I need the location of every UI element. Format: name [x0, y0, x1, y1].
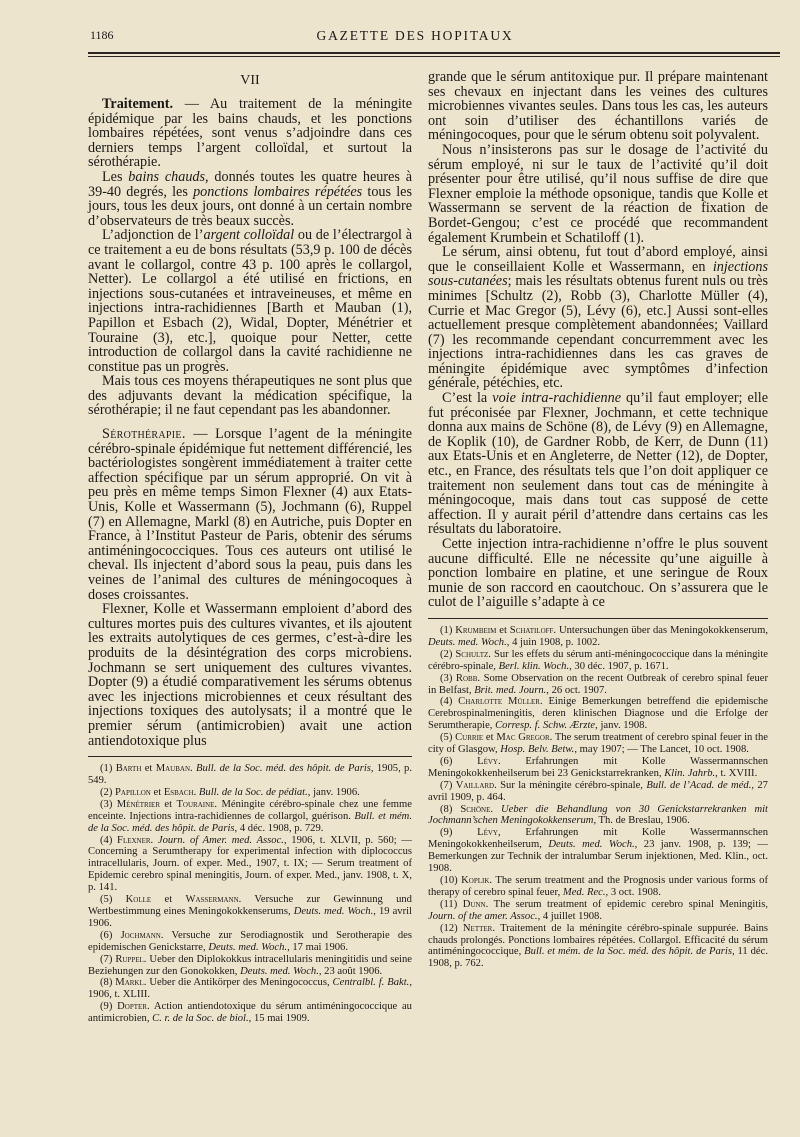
italic-term: bains chauds — [128, 168, 206, 185]
footnote-text: . — [485, 898, 494, 910]
footnote-number: (11) — [440, 898, 463, 910]
footnote-source: Deuts. med. Woch. — [428, 636, 507, 648]
left-column — [88, 70, 412, 1025]
paragraph-collargol — [88, 228, 412, 374]
footnote-number: (9) — [100, 1001, 118, 1013]
footnote-text: , may 1907; — The Lancet, 10 oct. 1908. — [574, 744, 749, 756]
footnote-source: Bull. et mém. de la Soc. méd. des hôpit. de Paris — [88, 810, 412, 834]
footnote-text: , 15 mai 1909. — [248, 1013, 310, 1025]
footnote-number: (6) — [100, 929, 121, 941]
footnote-text: , janv. 1908. — [595, 720, 648, 732]
footnote-number: (5) — [440, 732, 456, 744]
footnote-text: , 11 déc. 1908, p. 762. — [428, 946, 768, 970]
footnote — [88, 1001, 412, 1025]
footnote-source: Journ. of Amer. med. Assoc. — [157, 834, 284, 846]
footnote — [88, 835, 412, 895]
footnote-number: (2) — [440, 648, 456, 660]
footnote-number: (4) — [440, 696, 459, 708]
footnote-text: . — [143, 953, 150, 965]
header-rule — [88, 52, 780, 54]
footnote-author: Netter — [462, 922, 493, 934]
footnote-text: et — [150, 786, 164, 798]
footnote-text: . — [497, 755, 526, 767]
footnote-text: . — [477, 672, 484, 684]
footnote-source: Centralbl. f. Bakt. — [332, 977, 410, 989]
footnote-text: . — [146, 1001, 154, 1013]
text-fragment: Les — [102, 168, 129, 185]
italic-term: injections sous-cutanées — [428, 258, 768, 290]
footnote-source: Deuts. med. Woch. — [240, 965, 319, 977]
footnote-text: . — [494, 779, 501, 791]
footnote-author: Koplik — [461, 875, 490, 886]
footnote-text: . — [150, 834, 158, 846]
footnote-author: Jochmann — [120, 929, 161, 941]
footnote-author: Mauban — [155, 763, 191, 775]
text-fragment: Le sérum, ainsi obtenu, fut tout d’abord employé, ainsi que le conseillaient Kolle et Wassermann, en — [428, 244, 768, 275]
footnote-author: Krumbeim — [455, 624, 497, 636]
footnote-source: Corresp. f. Schw. Ærzte — [495, 720, 596, 732]
footnote-number: (1) — [440, 624, 456, 636]
footnote-text: , t. XVIII. — [715, 767, 758, 779]
footnote — [88, 954, 412, 978]
footnote-text: . Untersuchungen über das Meningokokkenserum, — [553, 624, 768, 636]
footnote — [428, 732, 768, 756]
footnote-source: Deuts. med. Woch. — [208, 941, 288, 953]
footnote-text: . Versuche zur Gewinnung und Wertbestimmung eines Meningokokkenserums, — [88, 894, 412, 917]
footnote-text: Ueber die Antikörper des Meningococcus, — [149, 977, 333, 989]
footnote-text: . Méningite cérébro-spinale chez une femme enceinte. Injections intra-rachidiennes de collargol, guérison. — [88, 798, 412, 822]
footnote-text: Sur la méningite cérébro-spinale, — [500, 779, 647, 791]
footnote-source: Klin. Jahrb. — [664, 767, 716, 779]
footnote-number: (9) — [440, 827, 478, 839]
footnote-text: et — [151, 894, 186, 906]
paragraph-flexner: Flexner, Kolle et Wassermann emploient d’abord des cultures mortes puis des cultures vivantes, et ils ajoutent les extraits autolytiques de ces germes, c’est-à-dire les produits de la désintégration des corps microbiens. Jochmann se sert uniquement des cultures vivantes. Dopter (9) a étudié comparativement les sérums obtenus avec les injections microbiennes et ceux résultant des injections toxiques des autolysats; il a montré que le premier sérum (antimicrobien) avait une action antiendotoxique plus — [88, 601, 412, 749]
paragraph-injection: Cette injection intra-rachidienne n’offre le plus souvent aucune difficulté. Elle ne nécessite qu’une aiguille à ponction lombaire en platine, et une seringue de Roux munie de son raccord en caoutchouc. On s’assurera que le culot de l’aiguille s’adapte à ce — [428, 536, 768, 611]
header-rule-thin — [88, 56, 780, 57]
footnote-number: (3) — [100, 798, 117, 810]
text-fragment: qu’il faut employer; elle fut préconisée par Flexner, Jochmann, et cette technique donna aux mains de Schöne (8), de Lévy (9) en Allemagne, de Koplik (10), de Gardner Robb, de Kerr, de Dunn (11) aux Etats-Unis et en Angleterre, de Netter (12), de Dopter, etc., en France, des résultats tels que l’on doit appliquer ce traitement non seulement dans tout cas de méningite à méningocoque, mais dans tout cas supposé de cette affection. Il y aurait péril d’attendre dans certains cas les résultats du laboratoire. — [428, 390, 768, 538]
footnote-text: et — [483, 732, 497, 744]
footnote-text: , 3 oct. 1908. — [605, 886, 661, 898]
paragraph-dosage: Nous n’insisterons pas sur le dosage de l’activité du sérum employé, ni sur le taux de l’activité qu’il doit présenter pour être utilisé, qu’il nous suffise de dire que Flexner emploie la méthode opsonique, tandis que Kolle et Wassermann se servent de la réaction de fixation de Bordet-Gengou; c’est ce procédé que recommandent également Krumbein et Schatiloff (1). — [428, 141, 768, 246]
footnote-text: , 27 avril 1909, p. 464. — [428, 779, 768, 803]
footnote-text: , 4 juin 1908, p. 1002. — [506, 636, 601, 648]
paragraph-continuation: grande que le sérum antitoxique pur. Il prépare maintenant ses chevaux en injectant dans les veines des cultures microbiennes vivantes seules. Dans tous les cas, les auteurs ont soin d’utiliser des échantillons variés de méningocoques, pour que le sérum obtenu soit polyvalent. — [428, 69, 768, 144]
footnote — [428, 649, 768, 673]
footnote-text: . — [143, 977, 150, 989]
footnote-text: Einige Bemerkungen betreffend die epidemische Cerebrospinalmeningitis, deren klinischen Diagnose und die Erfolge der Serumtherapie, — [428, 696, 768, 732]
paragraph-voie-intra-rachidienne — [428, 391, 768, 537]
footnote-text: . — [160, 929, 172, 941]
footnote-text: , 4 juillet 1908. — [537, 910, 603, 922]
footnote-number: (8) — [440, 803, 461, 815]
footnote-text: . — [539, 696, 549, 708]
footnote-author: Dopter — [117, 1001, 147, 1013]
footnote-text: Erfahrungen mit Kolle Wassermannschen Meningokokkenheilserum bei 23 Genickstarrekranken, — [428, 755, 769, 779]
section-number: VII — [240, 73, 260, 88]
paragraph-text: — Lorsque l’agent de la méningite cérébro-spinale épidémique fut nettement différencié, les bactériologistes songèrent immédiatement à traiter cette affection spécifique par un sérum approprié. On vit à peu près en même temps Simon Flexner (4) aux Etats-Unis, Kolle et Wassermann (5), Jochmann (6), Ruppel (7) en Allemagne, Markl (8) en Autriche, puis Dopter en France, à l’Institut Pasteur de Paris, obtenir des sérums antiméningococciques. Tous ces auteurs ont utilisé le cheval. Ils injectent d’abord sous la peau, puis dans les veines de l’animal des cultures de méningocoques à doses croissantes. — [88, 426, 412, 603]
footnote-text: et — [496, 624, 510, 636]
footnote-source: Berl. klin. Woch. — [498, 660, 570, 672]
right-column — [428, 70, 768, 970]
footnote-number: (12) — [440, 922, 463, 934]
footnote — [428, 899, 768, 923]
footnote-text: , 1905, p. 549. — [88, 763, 412, 787]
footnote-text: , Th. de Breslau, 1906. — [593, 815, 690, 827]
page-number: 1186 — [90, 28, 114, 42]
footnote-number: (6) — [440, 755, 478, 767]
footnote — [88, 894, 412, 930]
footnote — [428, 756, 768, 780]
footnote-text: Traitement de la méningite cérébro-spinale suppurée. Bains chauds prolongés. Ponctions lombaires répétées. Collargol. Efficacité du sérum antiméningococcique, — [428, 922, 768, 958]
footnote-number: (2) — [100, 786, 116, 798]
text-fragment: tous les jours, tous les deux jours, ont donné à un certain nombre d’observateurs de très beaux succès. — [88, 183, 413, 229]
footnote-text: , 23 janv. 1908, p. 139; — Bemerkungen zur Technik der intralumbar Serum injektionen, Med. Klin., oct. 1908. — [428, 839, 768, 875]
footnote-text: . — [190, 763, 196, 775]
footnote — [428, 625, 768, 649]
footnote-text: , janv. 1906. — [307, 786, 360, 798]
footnote-author: Lévy — [477, 755, 498, 767]
footnote-text: . — [488, 648, 494, 660]
footnote-source: Bull. et mém. de la Soc. méd. des hôpit. de Paris — [524, 946, 732, 958]
footnote-text: , 1906, t. XLVII, p. 560; — Concerning a Serumtherapy for experimental infection with diplococcus intracellularis, Journ. of exper. Med., 1907, t. IX; — Serum treatment of Epidemic cerebro spinal meningitis, Journ. of exper. Med., janv. 1908, t. X, p. 141. — [88, 834, 412, 894]
footnote-number: (5) — [100, 894, 126, 906]
footnote — [428, 875, 768, 899]
footnote-source: Bull. de l’Acad. de méd. — [646, 779, 752, 791]
footnote-source: Deuts. med. Woch. — [293, 906, 374, 917]
footnote-text: et — [141, 763, 156, 775]
paragraph-bains — [88, 170, 412, 228]
footnote-author: Ruppel — [115, 953, 144, 965]
footnote-text: , — [497, 827, 526, 839]
footnote-text: , 26 oct. 1907. — [546, 684, 607, 696]
footnote-author: Markl — [115, 977, 144, 989]
footnote — [88, 977, 412, 1001]
footnote-author: Charlotte Müller — [458, 696, 540, 708]
footnote-rule — [428, 618, 768, 619]
footnotes-left — [88, 763, 412, 1025]
text-fragment: , donnés toutes les quatre heures à 39-40 degrés, les — [88, 168, 413, 200]
footnote-text: . — [490, 803, 501, 815]
footnote — [88, 787, 412, 799]
footnote — [88, 763, 412, 787]
footnote-author: Lévy — [477, 827, 498, 839]
footnote-author: Robb — [455, 672, 478, 684]
footnote-number: (4) — [100, 834, 118, 846]
footnote-author: Papillon — [115, 786, 151, 798]
footnote — [428, 827, 768, 875]
footnote-text: Versuche zur Serodiagnostik und Serotherapie des epidemischen Genickstarre, — [88, 929, 412, 953]
footnote-number: (10) — [440, 875, 462, 886]
runin-heading-traitement: Traitement. — [102, 96, 174, 112]
footnote-source: Ueber die Behandlung von 30 Genickstarrekranken mit Jochmann’schen Meningokokkenserum — [428, 803, 768, 827]
footnote-text: , 19 avril 1906. — [88, 906, 412, 929]
footnote-text: , 4 déc. 1908, p. 729. — [234, 822, 324, 834]
footnote-author: Mac Gregor — [496, 732, 550, 744]
paragraph-traitement — [88, 97, 412, 170]
paragraph-serotherapie — [88, 427, 412, 602]
footnote-text: . — [492, 922, 501, 934]
footnote-source: C. r. de la Soc. de biol. — [152, 1013, 249, 1025]
footnote-text: . — [193, 786, 199, 798]
footnote — [428, 780, 768, 804]
footnote-number: (7) — [100, 953, 116, 965]
footnote-source: Journ. of the amer. Assoc. — [428, 910, 538, 922]
footnote-text: Some Observation on the recent Outbreak of cerebro spinal feuer in Belfast, — [428, 672, 769, 696]
italic-term: argent colloïdal — [203, 227, 295, 244]
footnote-text: et — [160, 798, 177, 810]
footnote-source: Bull. de la Soc. méd. des hôpit. de Paris — [196, 763, 371, 775]
footnote-text: . The serum treatment of cerebro spinal feuer in the city of Glasgow, — [428, 732, 768, 756]
footnote — [428, 804, 768, 828]
footnote-text: The serum treatment and the Prognosis under various forms of therapy of cerebro spinal feuer, — [428, 875, 768, 898]
italic-term: ponctions lombaires répétées — [193, 183, 363, 200]
text-fragment: ou de l’électrargol à ce traitement a eu de bons résultats (53,9 p. 100 de décès avant le collargol, contre 43 p. 100 après le collargol, Netter). Le collargol a été utilisé en frictions, en injections sous-cutanées et intraveineuses, et même en injections intra-rachidiennes [Barth et Mauban (1), Papillon et Esbach (2), Widal, Dopter, Ménétrier et Touraine (3), etc.], quoique pour Netter, cette introduction de collargol dans la cavité rachidienne ne constitue pas un progrès. — [88, 227, 412, 375]
footnote-author: Kolle — [125, 894, 152, 906]
footnotes-right — [428, 625, 768, 970]
footnote-author: Flexner — [117, 834, 151, 846]
footnote-source: Bull. de la Soc. de pédiat. — [198, 786, 308, 798]
footnote-author: Barth — [115, 763, 142, 775]
footnote-author: Vaillard — [455, 779, 495, 791]
footnote-text: Action antiendotoxique du sérum antiméningococcique au antimicrobien, — [88, 1001, 412, 1025]
footnote-text: . — [489, 875, 496, 886]
footnote-number: (3) — [440, 672, 456, 684]
footnote-author: Ménétrier — [116, 798, 160, 810]
footnote-source: Deuts. med. Woch. — [548, 839, 635, 851]
footnote-author: Touraine — [176, 798, 215, 810]
footnote-text: Erfahrungen mit Kolle Wassermannschen Meningokokkenheilserum, — [428, 827, 769, 851]
italic-term: voie intra-rachidienne — [492, 390, 622, 407]
footnote-text: Sur les effets du sérum anti-méningococcique dans la méningite cérébro-spinale, — [428, 648, 769, 672]
paragraph-sous-cutanees — [428, 245, 768, 391]
footnote-text: , 23 août 1906. — [318, 965, 383, 977]
footnote-author: Wassermann — [185, 894, 239, 906]
text-fragment: C’est la — [442, 390, 493, 407]
footnote-number: (1) — [100, 763, 116, 775]
footnote-text: , 30 déc. 1907, p. 1671. — [569, 660, 669, 672]
footnote-source: Hosp. Belv. Betw. — [500, 744, 575, 756]
footnote — [428, 673, 768, 697]
footnote-author: Schatiloff — [509, 624, 554, 636]
footnote — [428, 923, 768, 971]
footnote-author: Schultz — [455, 648, 489, 660]
footnote-author: Schöne — [460, 803, 491, 815]
footnote — [88, 799, 412, 835]
footnote-number: (7) — [440, 779, 456, 791]
footnote-rule — [88, 756, 412, 757]
footnote-text: , 1906, t. XLIII. — [88, 977, 412, 1001]
footnote-source: Brit. med. Journ. — [474, 684, 547, 696]
footnote-author: Currie — [455, 732, 484, 744]
footnote-text: The serum treatment of epidemic cerebro spinal Meningitis, — [493, 898, 769, 910]
text-fragment: L’adjonction de l’ — [102, 227, 204, 244]
footnote-source: Med. Rec. — [562, 886, 606, 898]
paragraph-adjuvants: Mais tous ces moyens thérapeutiques ne sont plus que des adjuvants devant la médication spécifique, la sérothérapie; il ne faut cependant pas les abandonner. — [88, 373, 412, 419]
footnote-text: Ueber den Diplokokkus intracellularis meningitidis und seine Beziehungen zur den Gonokokken, — [88, 953, 413, 977]
footnote — [428, 696, 768, 732]
text-fragment: ; mais les résultats obtenus furent nuls ou très minimes [Schultz (2), Robb (3), Charlotte Müller (4), Currie et Mac Gregor (5), Lévy (6), etc.] Aussi sont-elles actuellement presque complètement abandonnées; Vaillard (7) les recommande cependant concurremment avec les injections intra-rachidiennes dans les cas graves de méningite épidémique avec symptômes d’infection générale, pétéchies, etc. — [428, 273, 768, 392]
footnote-author: Dunn — [462, 898, 486, 910]
footnote-number: (8) — [100, 977, 116, 989]
paragraph-text: — Au traitement de la méningite épidémique par les bains chauds, et les ponctions lombaires répétées, sont venus s’adjoindre dans ces derniers temps l’argent colloïdal, et surtout la sérothérapie. — [88, 96, 412, 171]
footnote-text: , 17 mai 1906. — [287, 941, 348, 953]
footnote — [88, 930, 412, 954]
running-title: GAZETTE DES HOPITAUX — [316, 28, 514, 43]
footnote-author: Esbach — [163, 786, 194, 798]
runin-heading-serotherapie: Sérothérapie. — [102, 426, 186, 443]
